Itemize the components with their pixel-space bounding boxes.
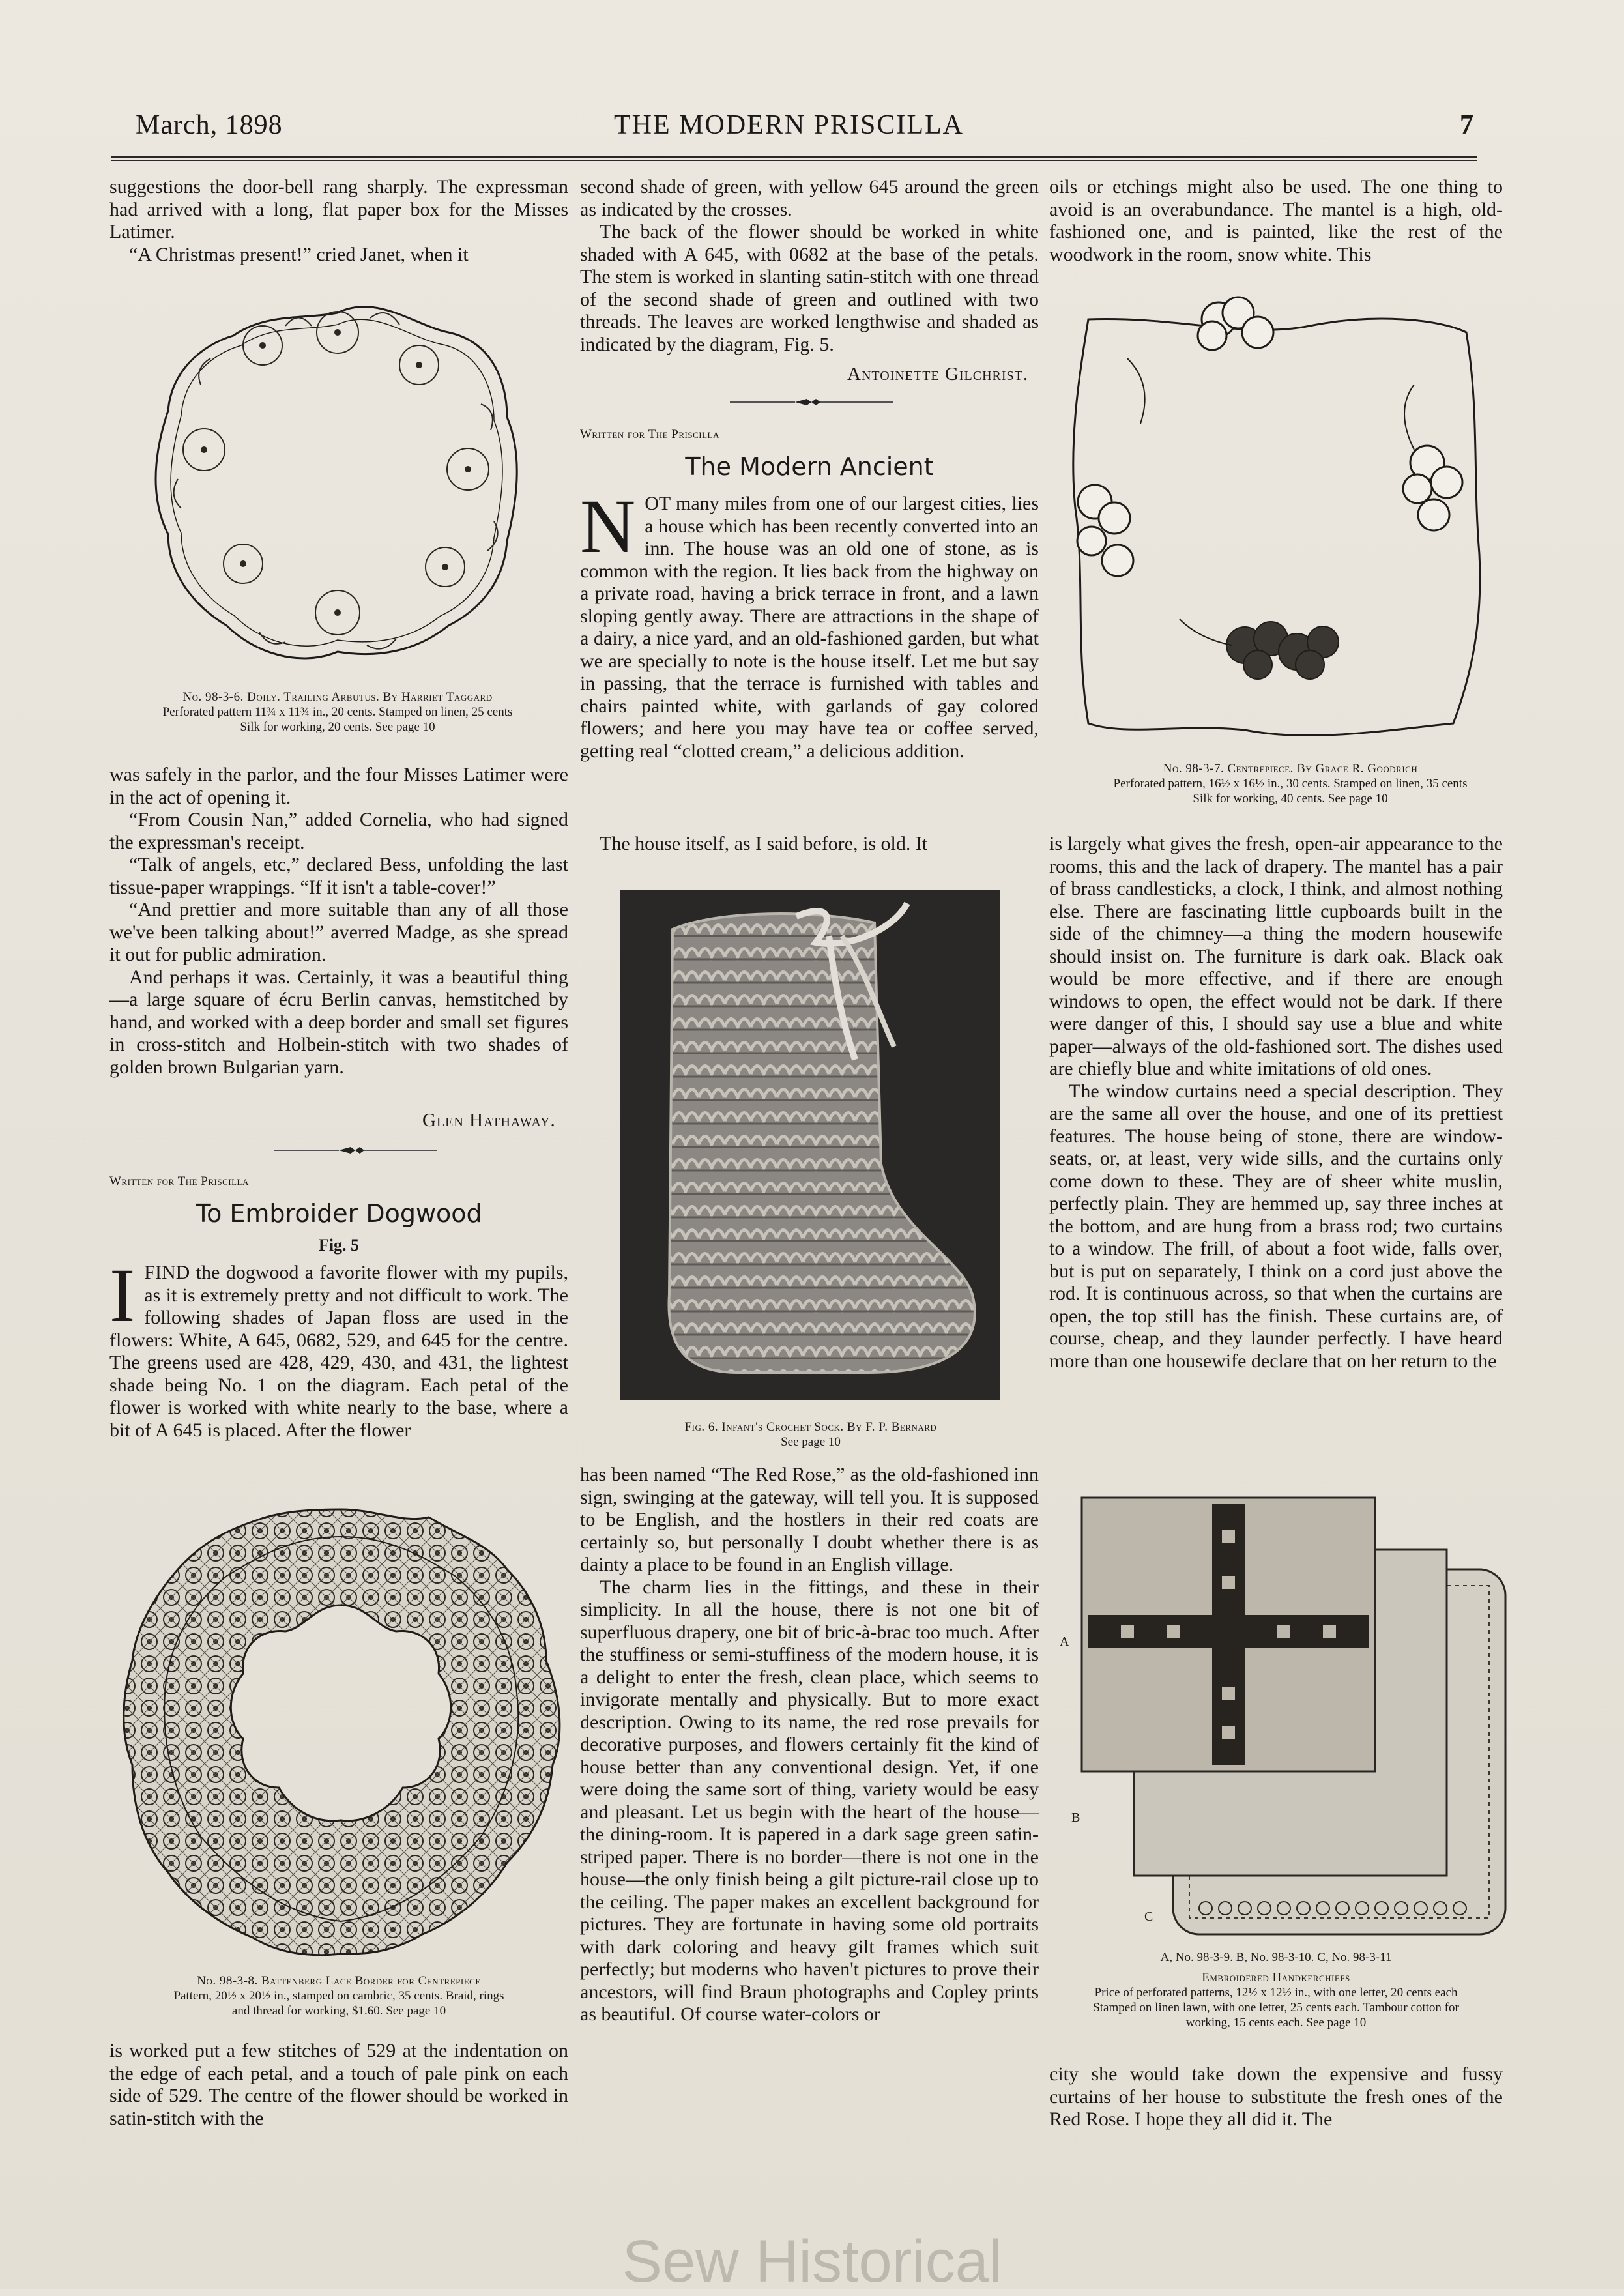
- col3-largely: is largely what gives the fresh, open-air appearance to the rooms, this and the lack of drapery. The mantel has a pair of brass candlesticks, a clock, I think, and almost nothing else. There are fascinating little cupboards built in the side of the chimney—a thing the modern housewife should insist on. The furniture is dark oak. Black oak would be more effective, and if there are enough windows to open, the effect would not be dark. If there were danger of this, I should say use a blue and white paper—always of the old-fashioned sort. The dishes used are chiefly blue and white imitations of old ones.: [1049, 833, 1503, 1079]
- col2-charm: The charm lies in the fittings, and these in their simplicity. In all the house, there is not one bit of superfluous drapery, one bit of bric-à-brac too much. After the stuffiness or semi-stuffiness of the modern house, it is a delight to enter the fresh, clean place, which seems to invigorate mentally and physically. But to more exact description. Owing to its name, the red rose prevails for decorative purposes, and flowers certainly fit the kind of house better than any conventional design. Yet, if one were doing the same sort of thing, variety would be easy and pleasant. Let us begin with the heart of the house—the dining-room. It is papered in a dark sage green satin-striped paper. There is no border—there is not one in the house—the only finish being a gilt picture-rail close up to the ceiling. The paper makes an excellent background for pictures. They are fortunate in having some old portraits with dark coloring and heavy gilt frames which suit perfectly; but moderns who haven't pictures to prove their ancestors, will find Braun photographs and Copley prints as beautiful. Of course water-colors or: [580, 1576, 1039, 2025]
- centrepiece-illustration: [1049, 280, 1499, 756]
- doily-illustration: [142, 287, 533, 684]
- hk-caption-line2: Stamped on linen lawn, with one letter, 25 cents each. Tambour cotton for: [1093, 2001, 1459, 2014]
- battenberg-caption-line2: Pattern, 20½ x 20½ in., stamped on cambric, 35 cents. Braid, rings: [173, 1989, 504, 2003]
- hk-caption-line3: working, 15 cents each. See page 10: [1185, 2016, 1367, 2029]
- ancient-text: OT many miles from one of our largest cities, lies a house which has been recently converted into an inn. The house was an old one of stone, as is common with the region. It lies back from the highway on a private road, having a brick terrace in front, and a lawn sloping gently away. There are attractions in the shape of a dairy, a nice yard, and an old-fashioned garden, but what we are specially to note is the house itself. Let me but say in passing, that the terrace is furnished with tables and chairs painted white, with garlands of gay colored flowers; and here you may have tea or coffee served, getting real “clotted cream,” a delicious addition.: [580, 493, 1039, 762]
- battenberg-caption: [109, 1973, 568, 2018]
- col2-red-rose: has been named “The Red Rose,” as the old-fashioned inn sign, swinging at the gateway, will tell you. It is supposed to be English, and the hostlers in their red coats are certainly so, but personally I doubt whether there is as dainty a place to be found in an English village.: [580, 1464, 1039, 1575]
- col3-bottom-text: city she would take down the expensive and fussy curtains of her house to substitute the fresh ones of the Red Rose. I hope they all did it. The: [1049, 2063, 1503, 2130]
- col1-ornament-divider: [274, 1144, 437, 1157]
- doily-caption-line2: Perforated pattern 11¾ x 11¾ in., 20 cents. Stamped on linen, 25 cents: [162, 705, 513, 719]
- col2-top: [580, 176, 1039, 356]
- dogwood-dropcap: I: [109, 1253, 136, 1338]
- col1-signature: Glen Hathaway.: [422, 1110, 556, 1131]
- col3-top: [1049, 176, 1503, 266]
- col1-angels: “Talk of angels, etc,” declared Bess, unfolding the last tissue-paper wrappings. “If it isn't a table-cover!”: [109, 854, 568, 898]
- col2-house-line: [580, 833, 1039, 856]
- col1-prettier: “And prettier and more suitable than any of all those we've been talking about!” averred Madge, as she spread it out for public admiration.: [109, 899, 568, 965]
- hk-caption-title: Embroidered Handkerchiefs: [1202, 1971, 1350, 1984]
- handkerchiefs-illustration: [1069, 1491, 1518, 1941]
- col1-bottom: [109, 2040, 568, 2130]
- hk-caption-line1: Price of perforated patterns, 12½ x 12½ in., with one letter, 20 cents each: [1094, 1986, 1458, 1999]
- doily-caption: [103, 690, 572, 734]
- col2-bottom: [580, 1464, 1039, 2026]
- handkerchiefs-caption: [1049, 1950, 1503, 2030]
- col1-top: [109, 176, 568, 266]
- masthead-title: THE MODERN PRISCILLA: [614, 110, 964, 140]
- crochet-sock-photo: [620, 890, 1000, 1400]
- dogwood-title: To Embroider Dogwood: [196, 1199, 482, 1228]
- header-rule-thin: [111, 160, 1477, 161]
- col3-middle: [1049, 833, 1503, 1373]
- col1-written-for: Written for The Priscilla: [109, 1174, 249, 1188]
- col1-top-text: suggestions the door-bell rang sharply. The expressman had arrived with a long, flat paper box for the Misses Latimer.: [109, 176, 568, 242]
- col2-written-for: Written for The Priscilla: [580, 428, 719, 441]
- hk-caption-ids: A, No. 98-3-9. B, No. 98-3-10. C, No. 98-3-11: [1160, 1951, 1392, 1964]
- col1-quote: “A Christmas present!” cried Janet, when it: [129, 243, 469, 265]
- col3-bottom: [1049, 2063, 1503, 2131]
- sock-caption: [573, 1419, 1048, 1449]
- header-rule: [111, 156, 1477, 158]
- dogwood-text: FIND the dogwood a favorite flower with my pupils, as it is extremely pretty and not difficult to work. The following shades of Japan floss are used in the flowers: White, A 645, 0682, 529, and 645 for the centre. The greens used are 428, 429, 430, and 431, the lightest shade being No. 1 on the diagram. Each petal of the flower is worked with white nearly to the base, where a bit of A 645 is placed. After the flower: [109, 1262, 568, 1441]
- header-date: March, 1898: [136, 110, 283, 140]
- ancient-title: The Modern Ancient: [685, 452, 934, 481]
- centrepiece-caption-line1: No. 98-3-7. Centrepiece. By Grace R. Goodrich: [1163, 762, 1418, 776]
- col1-perhaps: And perhaps it was. Certainly, it was a beautiful thing—a large square of écru Berlin canvas, hemstitched by hand, and worked with a deep border and small set figures in cross-stitch and Holbein-stitch with two shades of golden brown Bulgarian yarn.: [109, 966, 568, 1078]
- battenberg-caption-line3: and thread for working, $1.60. See page 10: [231, 2004, 446, 2018]
- dogwood-article: [109, 1253, 568, 1442]
- battenberg-lace-illustration: [116, 1498, 566, 1967]
- ancient-article: [580, 484, 1039, 763]
- col2-house-itself: The house itself, as I said before, is old. It: [600, 833, 928, 854]
- col1-bottom-text: is worked put a few stitches of 529 at the indentation on the edge of each petal, and a touch of pale pink on each side of 529. The centre of the flower should be worked in satin-stitch with the: [109, 2040, 568, 2129]
- col3-top-text: oils or etchings might also be used. The one thing to avoid is an overabundance. The mantel is a high, old-fashioned one, and is painted, like the rest of the woodwork in the room, snow white. This: [1049, 176, 1503, 265]
- hk-label-a: A: [1060, 1635, 1069, 1649]
- col1-story: [109, 764, 568, 1079]
- col1-parlor: was safely in the parlor, and the four Misses Latimer were in the act of opening it.: [109, 764, 568, 808]
- dogwood-fig-label: Fig. 5: [318, 1236, 360, 1255]
- battenberg-caption-line1: No. 98-3-8. Battenberg Lace Border for Centrepiece: [197, 1974, 481, 1988]
- hk-label-c: C: [1144, 1910, 1153, 1924]
- watermark: Sew Historical: [622, 2228, 1002, 2295]
- col2-ornament-divider: [730, 396, 893, 409]
- col2-back: The back of the flower should be worked in white shaded with A 645, with 0682 at the base of the petals. The stem is worked in slanting satin-stitch with one thread of the second shade of green and outlined with two threads. The leaves are worked lengthwise and shaded as indicated by the diagram, Fig. 5.: [580, 221, 1039, 355]
- col2-signature: Antoinette Gilchrist.: [847, 364, 1029, 385]
- centrepiece-caption: [1069, 761, 1512, 806]
- centrepiece-caption-line3: Silk for working, 40 cents. See page 10: [1193, 792, 1388, 806]
- doily-caption-line3: Silk for working, 20 cents. See page 10: [240, 720, 435, 734]
- col1-cousin: “From Cousin Nan,” added Cornelia, who had signed the expressman's receipt.: [109, 809, 568, 853]
- centrepiece-caption-line2: Perforated pattern, 16½ x 16½ in., 30 cents. Stamped on linen, 35 cents: [1113, 777, 1468, 791]
- sock-caption-line1: Fig. 6. Infant's Crochet Sock. By F. P. Bernard: [684, 1420, 937, 1434]
- sock-caption-line2: See page 10: [781, 1435, 841, 1449]
- page-number: 7: [1460, 110, 1474, 140]
- hk-label-b: B: [1071, 1810, 1080, 1825]
- doily-caption-line1: No. 98-3-6. Doily. Trailing Arbutus. By Harriet Taggard: [182, 690, 493, 704]
- ancient-dropcap: N: [580, 484, 636, 569]
- col3-window: The window curtains need a special description. They are the same all over the house, and one of its prettiest features. The house being of stone, there are window-seats, or, at least, very wide sills, and the curtains only come down to these. They are of sheer white muslin, perfectly plain. They are hemmed up, say three inches at the bottom, and are hung from a brass rod; two curtains to a window. The frill, of about a foot wide, falls over, but is put on separately, I think on a cord just above the rod. It is continuous across, so that when the curtains are open, the top still has the finish. These curtains are, of course, cheap, and they launder perfectly. I have heard more than one housewife declare that on her return to the: [1049, 1080, 1503, 1372]
- col2-top-text: second shade of green, with yellow 645 around the green as indicated by the crosses.: [580, 176, 1039, 220]
